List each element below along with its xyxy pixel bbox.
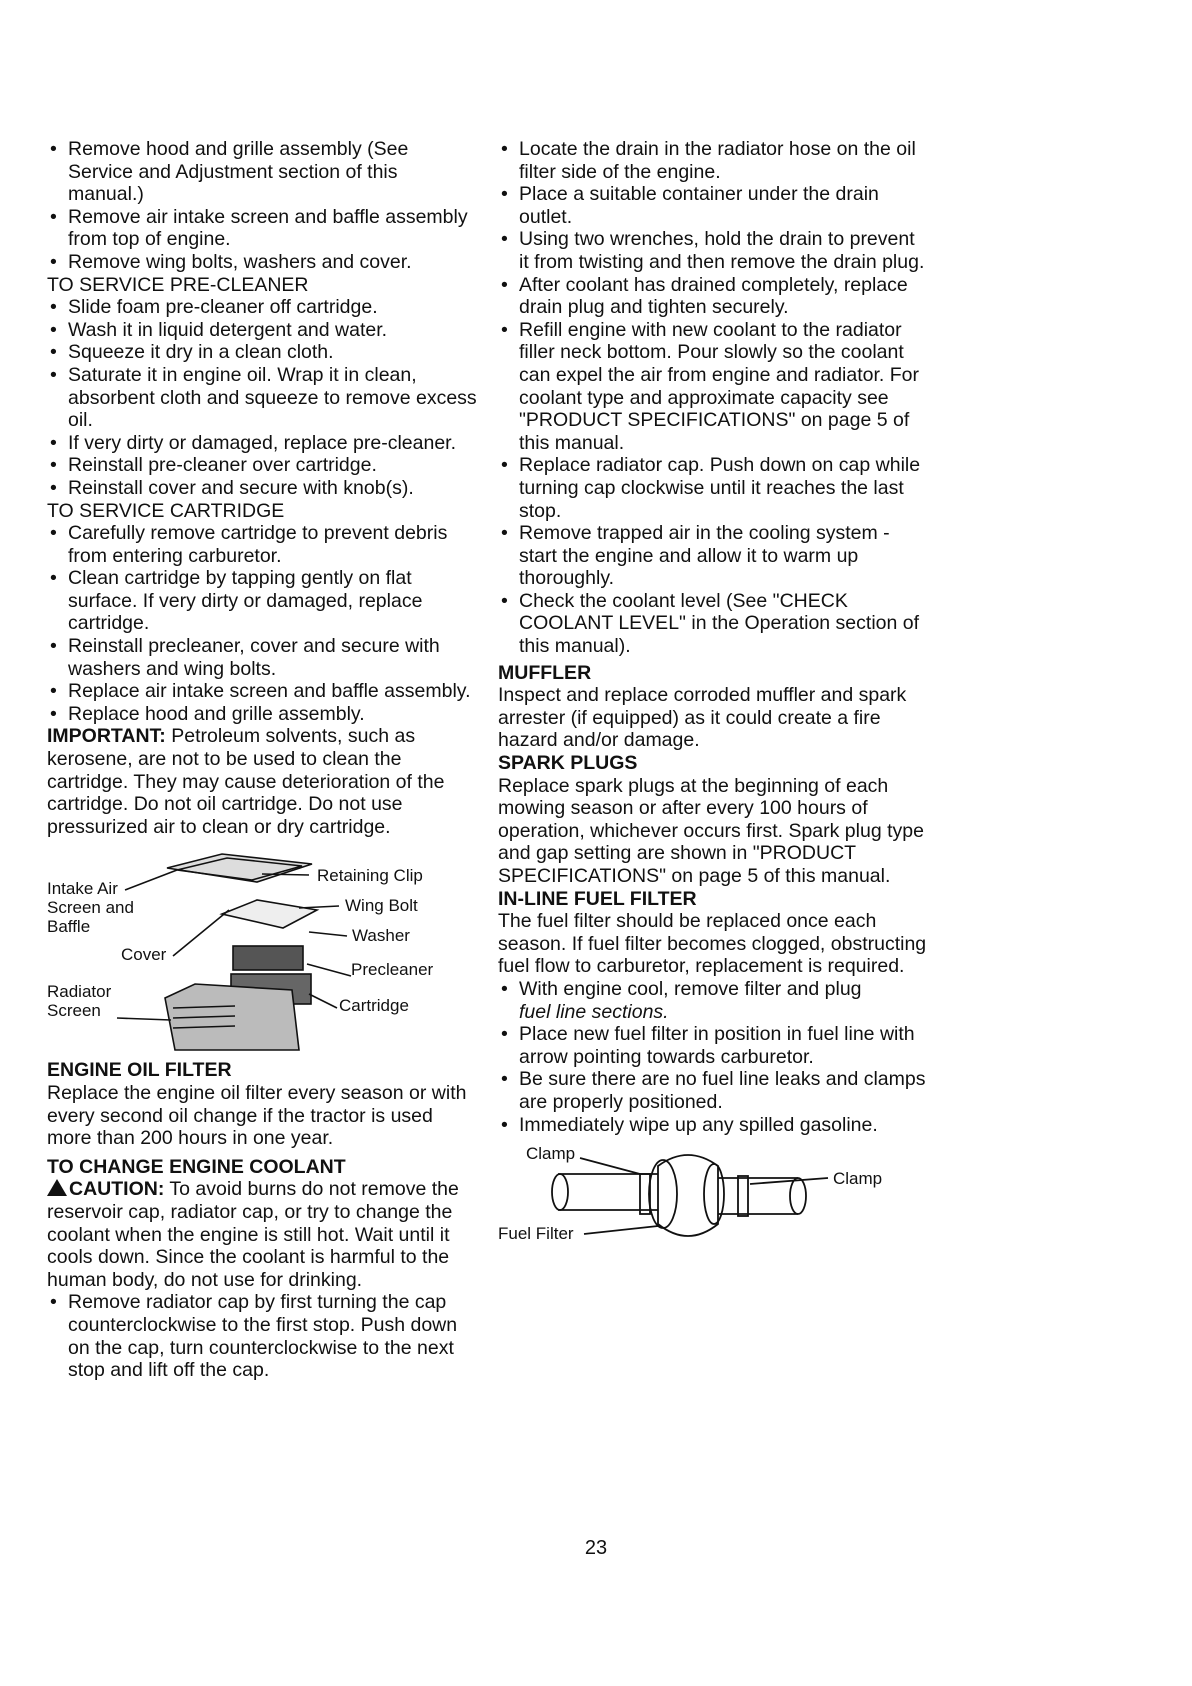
- label-clamp-right: Clamp: [833, 1169, 883, 1189]
- heading-engine-oil-filter: ENGINE OIL FILTER: [47, 1059, 232, 1082]
- subheading-cartridge: TO SERVICE CARTRIDGE: [47, 499, 285, 522]
- label-wing-bolt: Wing Bolt: [345, 896, 418, 916]
- list-item: • Reinstall pre-cleaner over cartridge.: [47, 454, 477, 477]
- list-item: • After coolant has drained completely, replace drain plug and tighten securely.: [498, 274, 928, 319]
- list-item: • Replace air intake screen and baffle assembly.: [47, 680, 477, 703]
- hood-removal-list: [47, 138, 477, 274]
- heading-fuel-filter: IN-LINE FUEL FILTER: [498, 887, 697, 910]
- left-column: [47, 138, 477, 1382]
- oil-filter-text: Replace the engine oil filter every season or with every second oil change if the tractor is used more than 200 hours in one year.: [47, 1082, 467, 1150]
- list-item: • Remove air intake screen and baffle assembly from top of engine.: [47, 206, 477, 251]
- list-item: • Check the coolant level (See "CHECK COOLANT LEVEL" in the Operation section of this manual).: [498, 590, 928, 658]
- heading-change-coolant: TO CHANGE ENGINE COOLANT: [47, 1155, 346, 1178]
- list-item: • Reinstall precleaner, cover and secure with washers and wing bolts.: [47, 635, 477, 680]
- fuel-filter-text: The fuel filter should be replaced once each season. If fuel filter becomes clogged, obstructing fuel flow to carburetor, replacement is required.: [498, 910, 927, 978]
- label-cartridge: Cartridge: [339, 996, 409, 1016]
- list-item: • Place new fuel filter in position in fuel line with arrow pointing towards carburetor.: [498, 1023, 928, 1068]
- list-item: • Replace radiator cap. Push down on cap while turning cap clockwise until it reaches the last stop.: [498, 454, 928, 522]
- cartridge-list: [47, 522, 477, 725]
- list-item: • Carefully remove cartridge to prevent debris from entering carburetor.: [47, 522, 477, 567]
- muffler-text: Inspect and replace corroded muffler and spark arrester (if equipped) as it could create a fire hazard and/or damage.: [498, 684, 907, 752]
- spark-plugs-text: Replace spark plugs at the beginning of each mowing season or after every 100 hours of operation, whichever occurs first. Spark plug type and gap setting are shown in "PRODUCT SPECIFICATIONS" on page 5 of this manual.: [498, 774, 924, 887]
- label-cover: Cover: [121, 945, 167, 965]
- fuel-filter-list: [498, 978, 928, 1136]
- list-item: • Using two wrenches, hold the drain to prevent it from twisting and then remove the drain plug.: [498, 228, 928, 273]
- list-item: • Place a suitable container under the drain outlet.: [498, 183, 928, 228]
- list-item: • Refill engine with new coolant to the radiator filler neck bottom. Pour slowly so the coolant can expel the air from engine and radiator. For coolant type and approximate capacity see "PRODUCT SPECIFICATIONS" on page 5 of this manual.: [498, 319, 928, 455]
- air-cleaner-figure: [47, 848, 477, 1053]
- list-item: • With engine cool, remove filter and plug fuel line sections.: [498, 978, 928, 1023]
- caution-note: [47, 1178, 477, 1291]
- label-retaining-clip: Retaining Clip: [317, 866, 423, 886]
- heading-muffler: MUFFLER: [498, 661, 592, 684]
- caution-text: To avoid burns do not remove the reservoir cap, radiator cap, or try to change the coolant when the engine is still hot. Wait until it cools down. Since the coolant is harmful to the human body, do not use for drinking.: [47, 1178, 459, 1291]
- important-text: Petroleum solvents, such as kerosene, are not to be used to clean the cartridge. They may cause deterioration of the cartridge. Do not oil cartridge. Do not use pressurized air to clean or dry cartridge.: [47, 725, 445, 838]
- label-radiator-screen: Radiator Screen: [47, 982, 112, 1021]
- important-note: [47, 725, 477, 838]
- list-item: • If very dirty or damaged, replace pre-cleaner.: [47, 432, 477, 455]
- right-column: [498, 138, 928, 1258]
- pre-cleaner-list: [47, 296, 477, 499]
- caution-label: CAUTION:: [69, 1178, 165, 1201]
- label-precleaner: Precleaner: [351, 960, 434, 980]
- list-item: • Remove hood and grille assembly (See Service and Adjustment section of this manual.): [47, 138, 477, 206]
- list-item: • Clean cartridge by tapping gently on flat surface. If very dirty or damaged, replace cartridge.: [47, 567, 477, 635]
- list-item: • Replace hood and grille assembly.: [47, 703, 477, 726]
- list-item: • Reinstall cover and secure with knob(s).: [47, 477, 477, 500]
- page-number: 23: [584, 1537, 608, 1559]
- subheading-pre-cleaner: TO SERVICE PRE-CLEANER: [47, 273, 309, 296]
- important-label: IMPORTANT:: [47, 725, 166, 748]
- warning-triangle-icon: [47, 1179, 67, 1196]
- list-item: • Remove trapped air in the cooling system - start the engine and allow it to warm up thoroughly.: [498, 522, 928, 590]
- label-intake-air: Intake Air Screen and Baffle: [47, 879, 134, 937]
- list-item: • Wash it in liquid detergent and water.: [47, 319, 477, 342]
- list-item: • Locate the drain in the radiator hose on the oil filter side of the engine.: [498, 138, 928, 183]
- label-clamp-left: Clamp: [526, 1144, 576, 1164]
- list-item: • Immediately wipe up any spilled gasoline.: [498, 1114, 928, 1137]
- radiator-cap-list: [47, 1291, 477, 1381]
- list-item: • Remove radiator cap by first turning the cap counterclockwise to the first stop. Push down on the cap, turn counterclockwise to the next stop and lift off the cap.: [47, 1291, 477, 1381]
- label-fuel-filter: Fuel Filter: [498, 1224, 574, 1244]
- coolant-drain-list: [498, 138, 928, 658]
- label-washer: Washer: [352, 926, 410, 946]
- list-item: • Saturate it in engine oil. Wrap it in clean, absorbent cloth and squeeze to remove excess oil.: [47, 364, 477, 432]
- list-item: • Squeeze it dry in a clean cloth.: [47, 341, 477, 364]
- list-item: • Be sure there are no fuel line leaks and clamps are properly positioned.: [498, 1068, 928, 1113]
- list-item: • Slide foam pre-cleaner off cartridge.: [47, 296, 477, 319]
- fuel-filter-figure: [498, 1144, 928, 1258]
- list-item: • Remove wing bolts, washers and cover.: [47, 251, 477, 274]
- heading-spark-plugs: SPARK PLUGS: [498, 752, 638, 775]
